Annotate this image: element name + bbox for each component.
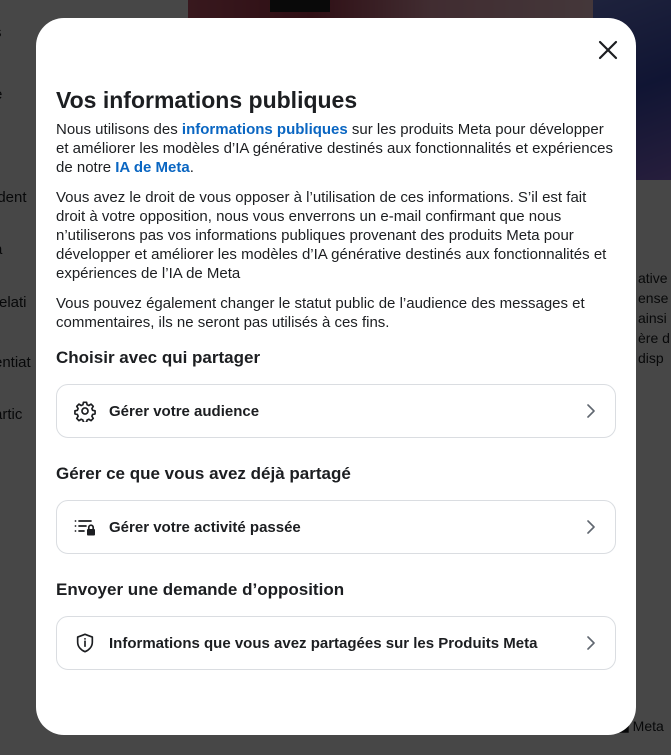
chevron-right-icon xyxy=(583,519,599,535)
gear-icon xyxy=(73,399,97,423)
objection-request-button[interactable] xyxy=(56,616,616,670)
section-title-past: Gérer ce que vous avez déjà partagé xyxy=(56,464,351,483)
audience-paragraph: Vous pouvez également changer le statut public de l’audience des messages et commentaires, ils ne seront pas utilisés à ces fins. xyxy=(56,295,585,331)
list-lock-icon xyxy=(73,515,97,539)
section-title-objection: Envoyer une demande d’opposition xyxy=(56,580,345,599)
dialog-title: Vos informations publiques xyxy=(56,87,358,113)
manage-past-activity-button[interactable] xyxy=(56,500,616,554)
objection-paragraph: Vous avez le droit de vous opposer à l’utilisation de ces informations. S’il est fait droit à votre opposition, nous vous enverrons un e-mail confirmant que nous n’utiliserons pas vos informations publiques provenant des produits Meta pour développer et améliorer les modèles d’IA générative destinés aux fonctionnalités et expériences de l’IA de Meta xyxy=(56,189,607,282)
public-info-link[interactable]: informations publiques xyxy=(181,121,348,138)
meta-ai-link[interactable]: IA de Meta xyxy=(115,159,190,176)
section-title-share: Choisir avec qui partager xyxy=(56,348,261,367)
manage-audience-button[interactable] xyxy=(56,384,616,438)
intro-text-middle: sur les produits Meta pour développer et améliorer les modèles d’IA générative destinés aux fonctionnalités et expériences de notre xyxy=(56,121,613,176)
intro-text-start: Nous utilisons des xyxy=(56,121,182,138)
close-button[interactable] xyxy=(596,38,620,62)
shield-icon xyxy=(73,631,97,655)
objection-request-label: Informations que vous avez partagées sur les Produits Meta xyxy=(109,634,538,652)
intro-paragraph xyxy=(56,120,616,177)
manage-past-activity-label: Gérer votre activité passée xyxy=(109,518,301,536)
intro-text-end: . xyxy=(189,159,194,176)
close-icon xyxy=(598,40,618,60)
chevron-right-icon xyxy=(583,403,599,419)
chevron-right-icon xyxy=(583,635,599,651)
public-info-dialog xyxy=(36,18,636,735)
manage-audience-label: Gérer votre audience xyxy=(109,402,260,420)
